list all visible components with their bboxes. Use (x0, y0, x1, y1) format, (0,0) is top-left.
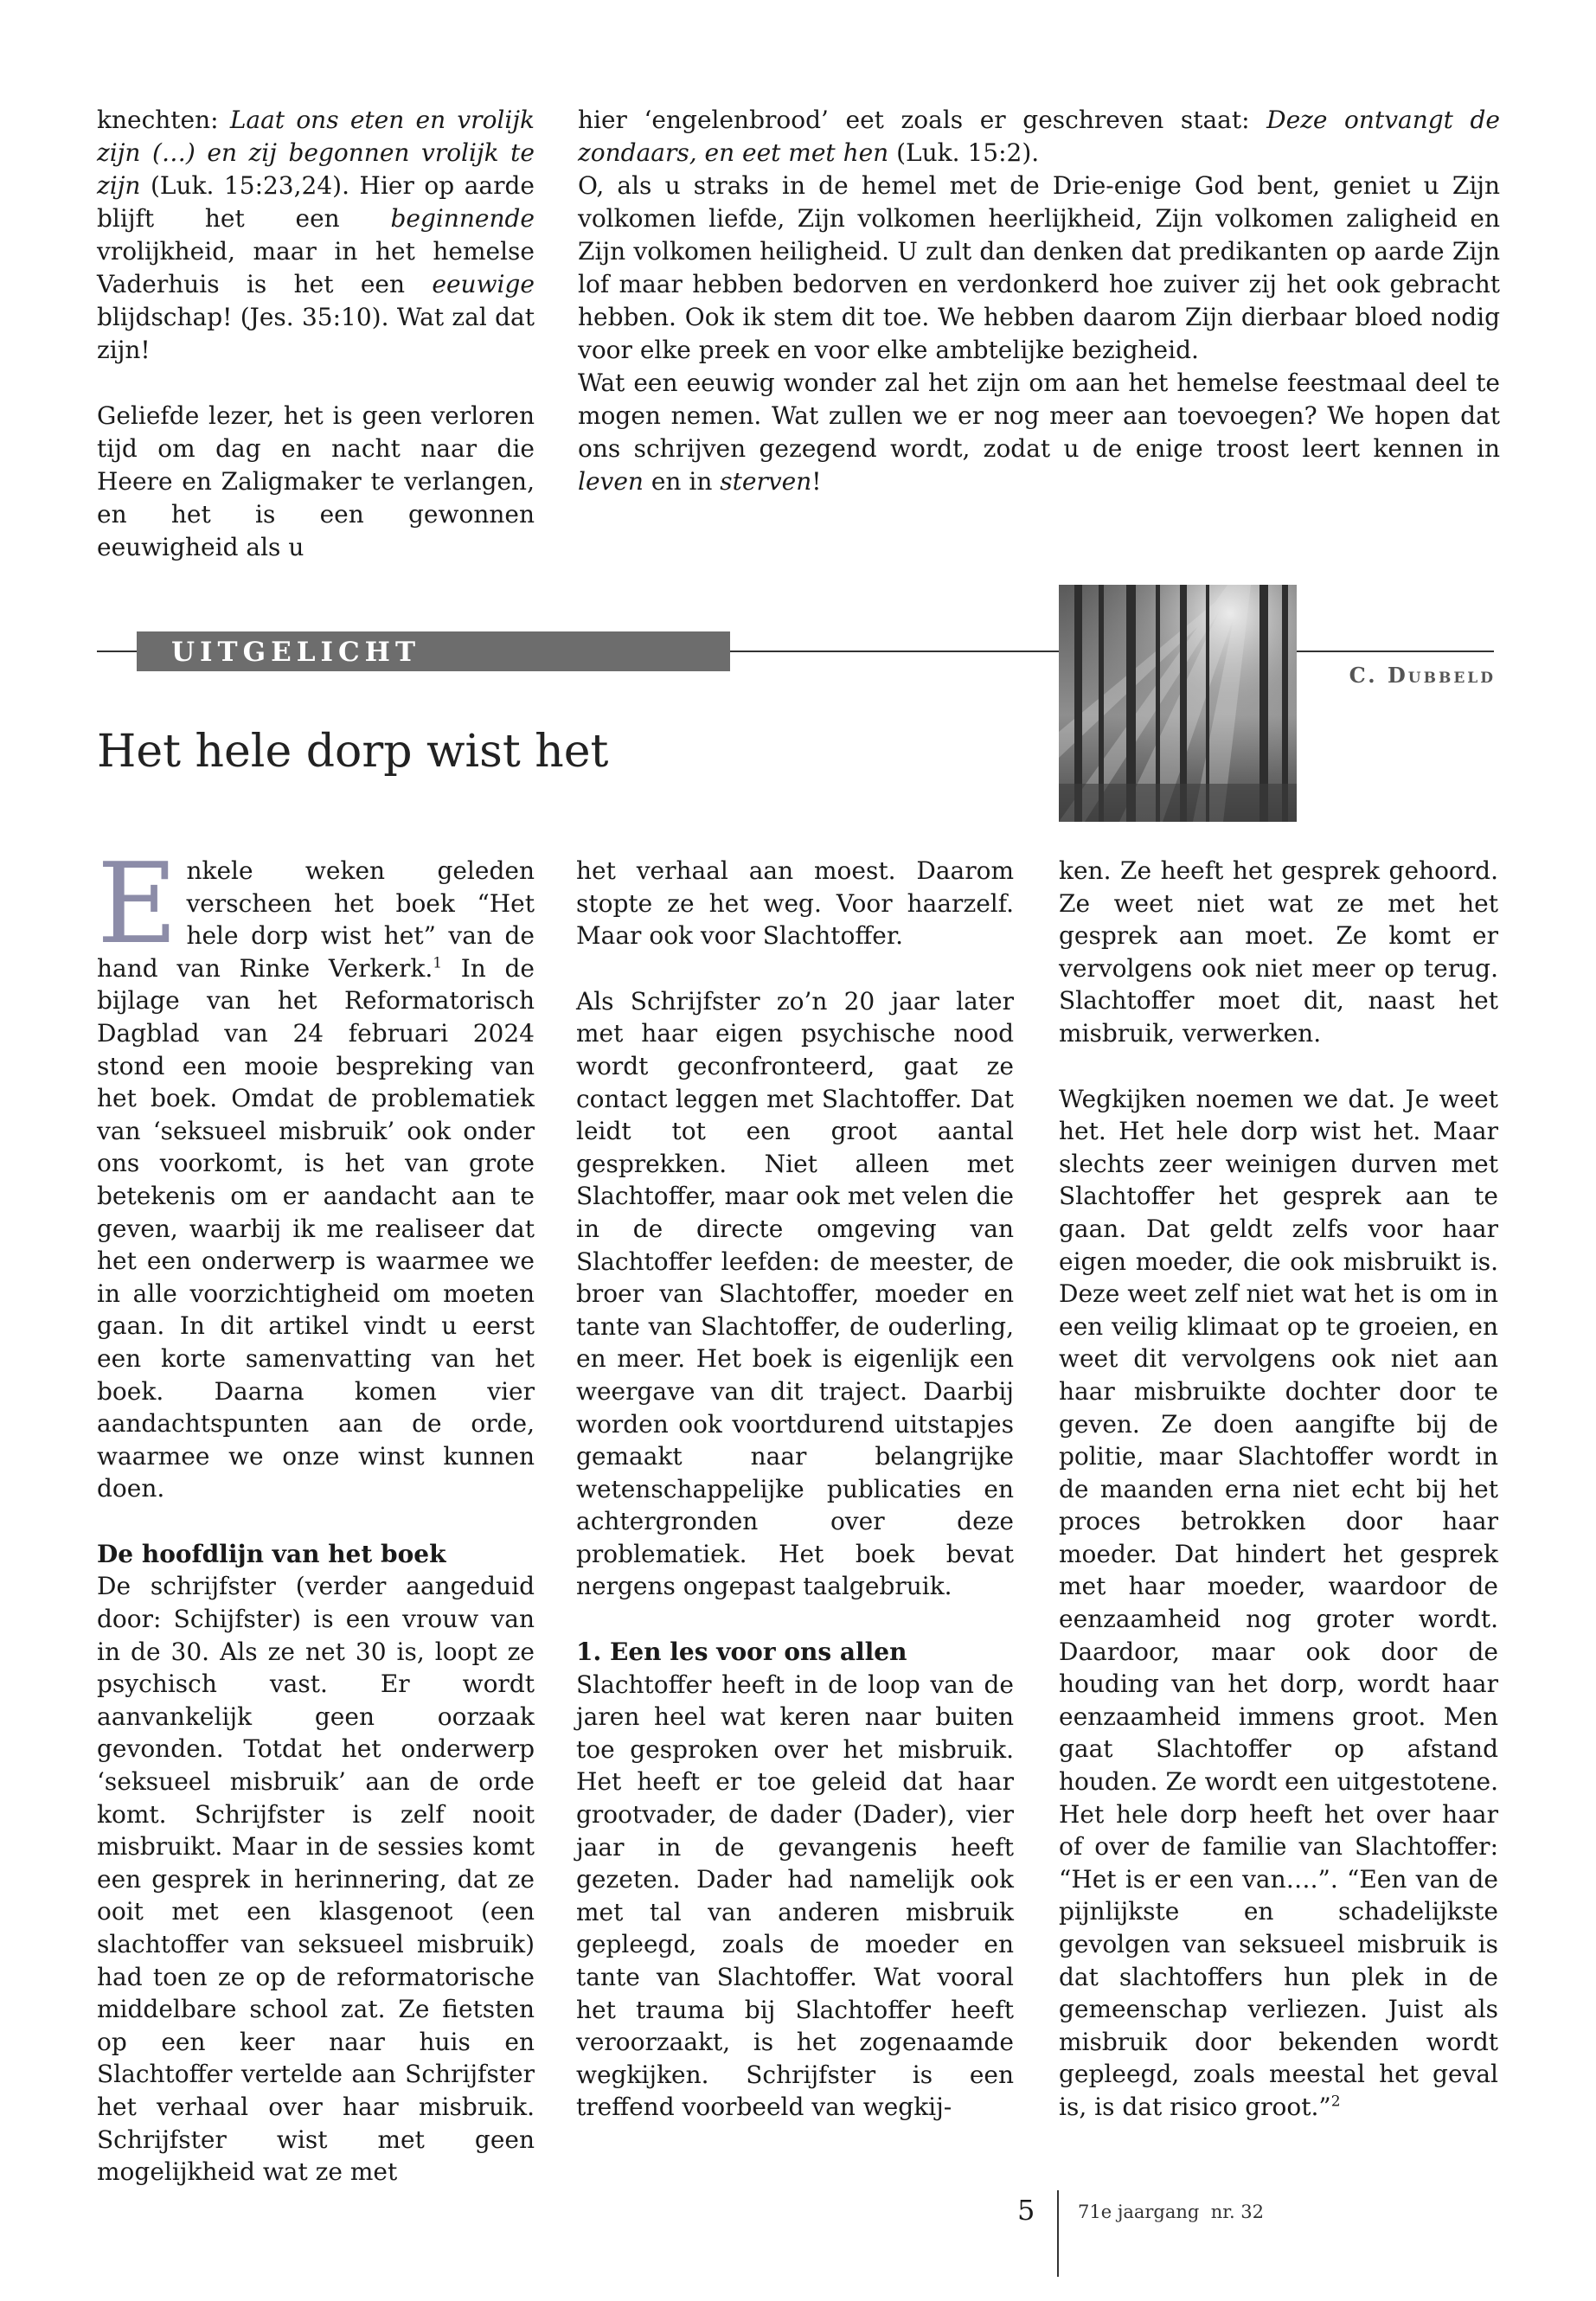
previous-article-right-column (578, 104, 1500, 498)
author-name: C. Dubbeld (1349, 663, 1496, 688)
text-run: O, als u straks in de hemel met de Drie-enige God bent, geniet u Zijn volkomen liefde, Zijn volkomen heerlijkheid, Zijn volkomen zaligheid en Zijn volkomen heiligheid. U zult dan denken dat predikanten op aarde Zijn lof maar hebben bedorven en verdonkerd hoe zuiver zij het ook gebracht hebben. Ook ik stem dit toe. We hebben daarom Zijn dierbaar bloed nodig voor elke preek en voor elke ambtelijke bezigheid. (578, 171, 1500, 364)
paragraph (1059, 1083, 1498, 2124)
header-rule (730, 651, 1059, 652)
text-run: eeuwige (432, 270, 535, 298)
article-title: Het hele dorp wist het (97, 726, 609, 778)
text-run: De schrijfster (verder aangeduid door: Schijfster) is een vrouw van in de 30. Als ze net 30 is, loopt ze psychisch vast. Er wordt aanvankelijk geen oorzaak gevonden. Totdat het onderwerp ‘seksueel misbruik’ aan de orde komt. Schrijfster is zelf nooit misbruikt. Maar in de sessies komt een gesprek in herinnering, dat ze ooit met een klasgenoot (een slachtoffer van seksueel misbruik) had toen ze op de reformatorische middelbare school zat. Ze fietsten op een keer naar huis en Slachtoffer vertelde aan Schrijfster het verhaal over haar misbruik. Schrijfster wist met geen mogelijkheid wat ze met (97, 1572, 535, 2187)
header-rule (1297, 651, 1494, 652)
text-run: ken. Ze heeft het gesprek gehoord. Ze weet niet wat ze met het gesprek aan moet. Ze komt er vervolgens ook niet meer op terug. Slachtoffer moet dit, naast het misbruik, verwerken. (1059, 856, 1498, 1048)
text-run: (Luk. 15:2). (888, 138, 1040, 167)
drop-cap: E (97, 840, 178, 969)
paragraph (97, 104, 535, 367)
header-rule (97, 651, 138, 652)
article-column-2 (576, 855, 1014, 2124)
page-number: 5 (1017, 2194, 1035, 2227)
paragraph (576, 1669, 1014, 2124)
text-run: Wegkijken noemen we dat. Je weet het. Het hele dorp wist het. Maar slechts zeer weinigen durven met Slachtoffer het gesprek aan te gaan. Dat geldt zelfs voor haar eigen moeder, die ook misbruikt is. Deze weet zelf niet wat het is om in een veilig klimaat op te groeien, en weet dit vervolgens ook niet aan haar misbruikte dochter door te geven. Ze doen aangifte bij de politie, maar Slachtoffer wordt in de maanden erna niet echt bij het proces betrokken door haar moeder. Dat hindert het gesprek met haar moeder, waardoor de eenzaamheid nog groter wordt. Daardoor, maar ook door de houding van het dorp, wordt haar eenzaamheid immens groot. Men gaat Slachtoffer op afstand houden. Ze wordt een uitgestotene. Het hele dorp heeft het over haar of over de familie van Slachtoffer: “Het is er een van….”. “Een van de pijnlijkste en schadelijkste gevolgen van seksueel misbruik is dat slachtoffers hun plek in de gemeenschap verliezen. Juist als misbruik door bekenden wordt gepleegd, zoals meestal het geval is, is dat risico groot.” (1059, 1084, 1498, 2121)
section-heading: De hoofdlijn van het boek (97, 1539, 446, 1568)
text-run: sterven (720, 467, 812, 496)
paragraph (97, 400, 535, 564)
paragraph (576, 855, 1014, 952)
footnote-ref: 2 (1330, 2093, 1341, 2111)
text-run: Wat een eeuwig wonder zal het zijn om aan het hemelse feestmaal deel te mogen nemen. Wat zullen we er nog meer aan toevoegen? We hopen dat ons schrijven gezegend wordt, zodat u de enige troost leert kennen in (578, 369, 1500, 463)
paragraph (578, 170, 1500, 367)
text-run: (Luk. 15:23,24). Hier op aarde blijft het een (97, 171, 535, 233)
text-run: Geliefde lezer, het is geen verloren tijd om dag en nacht naar die Heere en Zaligmaker te verlangen, en het is een gewonnen eeuwigheid als u (97, 401, 535, 561)
text-run: nkele weken geleden verscheen het boek “Het hele dorp wist het” van de hand van Rinke Verkerk. (97, 856, 535, 983)
text-run: Als Schrijfster zo’n 20 jaar later met haar eigen psychische nood wordt geconfronteerd, gaat ze contact leggen met Slachtoffer. Dat leidt tot een groot aantal gesprekken. Niet alleen met Slachtoffer, maar ook met velen die in de directe omgeving van Slachtoffer leefden: de meester, de broer van Slachtoffer, moeder en tante van Slachtoffer, de ouderling, en meer. Het boek is eigenlijk een weergave van dit traject. Daarbij worden ook voortdurend uitstapjes gemaakt naar belangrijke wetenschappelijke publicaties en achtergronden over deze problematiek. Het boek bevat nergens ongepast taalgebruik. (576, 986, 1014, 1601)
text-run: Slachtoffer heeft in de loop van de jaren heel wat keren naar buiten toe gesproken over het misbruik. Het heeft er toe geleid dat haar grootvader, de dader (Dader), vier jaar in de gevangenis heeft gezeten. Dader had namelijk ook met tal van anderen misbruik gepleegd, zoals de moeder en tante van Slachtoffer. Wat vooral het trauma bij Slachtoffer heeft veroorzaakt, is het zogenaamde wegkijken. Schrijfster is een treffend voorbeeld van wegkij- (576, 1670, 1014, 2122)
footnote-ref: 1 (433, 954, 443, 972)
section-heading: 1. Een les voor ons allen (576, 1638, 907, 1667)
paragraph (97, 1570, 535, 2188)
forest-sunbeam-photo (1059, 585, 1297, 822)
text-run: leven (578, 467, 644, 496)
text-run: Deze ontvangt de zondaars, en eet met hen (578, 106, 1501, 167)
text-run: en in (643, 467, 721, 496)
text-run: beginnende (390, 204, 535, 233)
text-run: vrolijkheid, maar in het hemelse Vaderhuis is het een (97, 237, 535, 298)
text-run: het verhaal aan moest. Daarom stopte ze het weg. Voor haarzelf. Maar ook voor Slachtoffer. (576, 856, 1014, 951)
text-run: hier ‘engelenbrood’ eet zoals er geschreven staat: (578, 106, 1267, 134)
text-run: ! (811, 467, 822, 496)
text-run: knechten: (97, 106, 230, 134)
section-label: UITGELICHT (171, 637, 421, 668)
paragraph (97, 840, 535, 1505)
paragraph (576, 985, 1014, 1603)
paragraph (578, 367, 1500, 498)
text-run: In de bijlage van het Reformatorisch Dagblad van 24 februari 2024 stond een mooie bespreking van het boek. Omdat de problematiek van ‘seksueel misbruik’ ook onder ons voorkomt, is het van grote betekenis om er aandacht aan te geven, waarbij ik me realiseer dat het een onderwerp is waarmee we in alle voorzichtigheid om moeten gaan. In dit artikel vindt u eerst een korte samenvatting van het boek. Daarna komen vier aandachtspunten aan de orde, waarmee we onze winst kunnen doen. (97, 953, 535, 1503)
paragraph (1059, 855, 1498, 1050)
paragraph-text (97, 840, 535, 1503)
issue-info: 71e jaargang nr. 32 (1078, 2202, 1265, 2222)
previous-article-left-column (97, 104, 535, 564)
article-column-1 (97, 840, 535, 2189)
text-run: Laat ons eten en vrolijk zijn (…) en zij begonnen vrolijk te zijn (97, 106, 535, 200)
paragraph (578, 104, 1500, 170)
footer-rule (1057, 2190, 1059, 2277)
text-run: blijdschap! (Jes. 35:10). Wat zal dat zijn! (97, 303, 535, 364)
article-column-3 (1059, 855, 1498, 2124)
